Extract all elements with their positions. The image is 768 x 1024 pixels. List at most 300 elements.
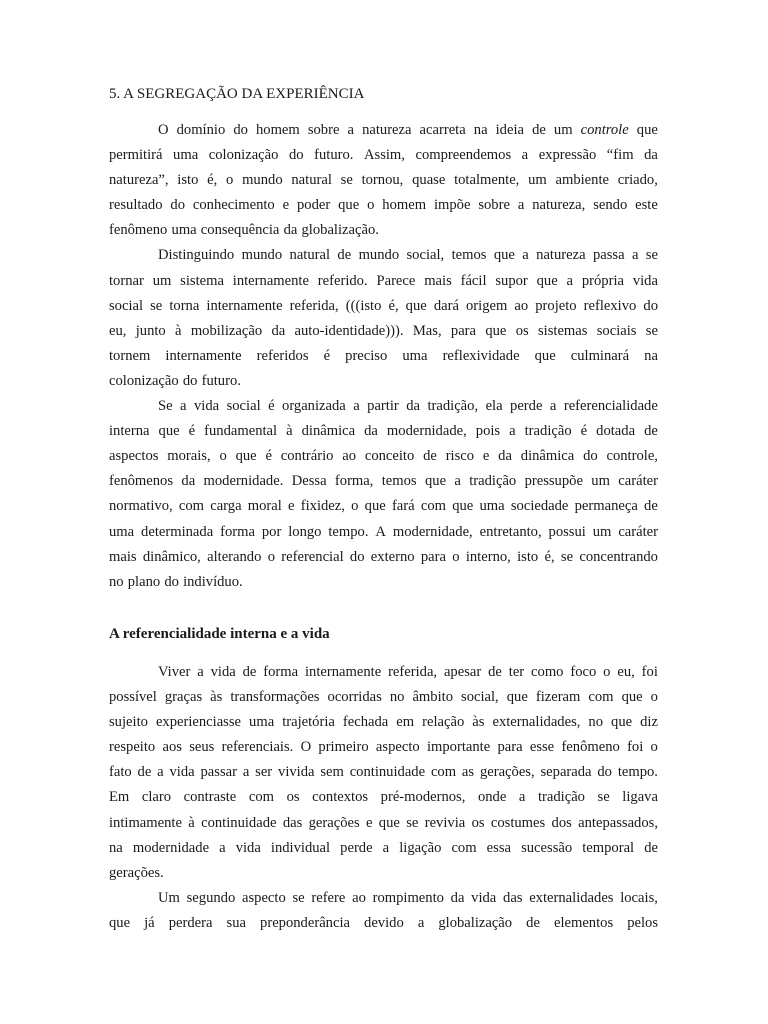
word: mobilização (190, 322, 263, 339)
word: torna (169, 297, 200, 314)
word: modernidade, (386, 423, 467, 440)
word: à (188, 814, 195, 831)
word: social, (406, 247, 445, 264)
word: que (364, 498, 386, 515)
word: com (588, 689, 614, 706)
word: forma, (334, 473, 374, 490)
word: (((isto (345, 297, 382, 314)
word: seus (189, 739, 215, 756)
word: poder (297, 197, 331, 214)
word: conhecimento (192, 197, 275, 214)
word: organizada (282, 398, 346, 415)
word: para (450, 322, 477, 339)
word: que (338, 197, 360, 214)
word: internamente (206, 297, 283, 314)
word: uma (173, 147, 199, 164)
word: externo (370, 548, 415, 565)
word: natureza (536, 247, 586, 264)
word: tradição, (427, 398, 479, 415)
word: que (636, 122, 658, 138)
word: que (534, 347, 556, 364)
word: ambiente (555, 172, 609, 189)
word: que (452, 498, 474, 515)
word: gerações (308, 814, 360, 831)
word: de (532, 122, 546, 138)
word: que (424, 473, 447, 490)
word: em (396, 714, 415, 731)
word: internamente (165, 347, 242, 364)
word: as (461, 764, 475, 781)
word: modernidade, (392, 523, 473, 540)
word: Em (109, 789, 130, 806)
word: Mas, (412, 322, 442, 339)
word: do (597, 764, 612, 781)
word: pré-modernos, (380, 789, 466, 806)
word: vida (193, 398, 220, 415)
word: um (528, 172, 547, 189)
word: dinâmica (301, 423, 356, 440)
word: é (323, 347, 331, 364)
word: os (515, 322, 529, 339)
word: homem (382, 197, 427, 214)
word: internamente (305, 664, 382, 680)
word: de (137, 764, 152, 781)
word: resultado (109, 197, 163, 214)
word: na (109, 839, 123, 856)
word: temos (451, 247, 487, 264)
word: vida (210, 664, 236, 680)
word: contextos (312, 789, 369, 806)
word: externalidades, (492, 714, 581, 731)
word: ao (352, 889, 366, 906)
word: Um (158, 889, 180, 906)
word: individual (270, 839, 331, 856)
word: origem (466, 297, 508, 314)
word: vivida (278, 764, 315, 781)
word: intimamente (109, 814, 182, 831)
word: à (286, 423, 293, 440)
word: sucessão (521, 839, 573, 856)
word: é, (388, 297, 399, 314)
word: da (271, 322, 286, 339)
text-line (109, 710, 658, 735)
word: da (644, 147, 658, 164)
word: com (420, 498, 446, 515)
word: ideia (495, 122, 524, 138)
word: uma (402, 347, 428, 364)
word: carga (210, 498, 242, 515)
text-line (109, 760, 658, 785)
word: à (175, 322, 182, 339)
word: referidos (256, 347, 309, 364)
word: ao (514, 297, 529, 314)
word: claro (141, 789, 172, 806)
text-line (109, 319, 658, 344)
word: o (219, 448, 227, 465)
text-line (109, 911, 658, 936)
word: apesar (443, 664, 482, 680)
word: Assim, (363, 147, 405, 164)
word: às (472, 714, 485, 731)
word: social (109, 297, 144, 314)
word: onde (477, 789, 507, 806)
word: mais (424, 272, 452, 289)
word: impõe (433, 197, 471, 214)
word: colonização (208, 147, 279, 164)
word: sistema (180, 272, 224, 289)
word: fato (109, 764, 132, 781)
word: que (378, 814, 400, 831)
word: por (261, 523, 282, 540)
word: que (506, 689, 528, 706)
word: auto-identidade))). (294, 322, 404, 339)
word: acarreta (419, 122, 466, 138)
word: mundo (358, 247, 400, 264)
word: os (286, 789, 300, 806)
word: consequência (200, 222, 284, 239)
word: que (109, 914, 131, 931)
text-line (109, 344, 658, 369)
word: temos (381, 473, 417, 490)
word: da (498, 448, 512, 465)
word: interna (109, 423, 150, 440)
word: a (518, 789, 526, 806)
word: do (288, 147, 304, 164)
word: risco (445, 448, 475, 465)
word: é (268, 398, 275, 415)
word: fenômenos (109, 473, 174, 490)
word: esse (529, 739, 555, 756)
word: fará (391, 498, 415, 515)
word: fechada (342, 714, 389, 731)
word: o (650, 739, 658, 756)
word: a (521, 147, 529, 164)
word: se (597, 789, 610, 806)
word: uma (479, 498, 505, 515)
word: continuidade (349, 764, 426, 781)
word: globalização. (301, 222, 379, 239)
word: Viver (158, 664, 191, 680)
word: a (180, 398, 187, 415)
word: perdera (168, 914, 213, 931)
word: costumes (490, 814, 546, 831)
word: que (235, 448, 257, 465)
word: de (337, 247, 352, 264)
word: a (417, 914, 425, 931)
word: dos (551, 814, 572, 831)
word: refere (311, 889, 346, 906)
word: revivia (424, 814, 466, 831)
word: separada (540, 764, 592, 781)
word: Parece (376, 272, 416, 289)
word: primeiro (318, 739, 369, 756)
word: um (553, 122, 573, 138)
word: é, (544, 548, 555, 565)
text-line (109, 735, 658, 760)
text-line (109, 469, 658, 494)
word: tornou, (361, 172, 404, 189)
text-line (109, 660, 658, 685)
word: um (591, 473, 610, 490)
section-heading: 5. A SEGREGAÇÃO DA EXPERIÊNCIA (109, 86, 365, 102)
word: dinâmica (520, 448, 575, 465)
word: modernidade (132, 839, 210, 856)
word: fizeram (535, 689, 581, 706)
word: dinâmico, (142, 548, 201, 565)
word: aspectos (109, 448, 159, 465)
word: domínio (176, 122, 226, 138)
word: e (482, 448, 490, 465)
word: respeito (109, 739, 156, 756)
text-line (109, 269, 658, 294)
text-line (109, 419, 658, 444)
word: a (509, 423, 516, 440)
word: entretanto, (479, 523, 542, 540)
word: a (197, 664, 204, 680)
word: é, (207, 172, 218, 189)
word: com (430, 764, 457, 781)
word: se (406, 814, 419, 831)
word: partir (367, 398, 399, 415)
word: experienciasse (155, 714, 242, 731)
word: “fim (606, 147, 634, 164)
word: tradição (524, 423, 572, 440)
word: própria (581, 272, 624, 289)
word: isto (517, 548, 539, 565)
word: aspecto (241, 889, 286, 906)
word: sociedade (510, 498, 569, 515)
word: foi (627, 739, 644, 756)
word: Distinguindo (158, 247, 235, 264)
word: sociais (596, 322, 637, 339)
word: caráter (618, 473, 658, 490)
word: o (267, 548, 275, 565)
word: que (485, 322, 507, 339)
word: o (452, 548, 460, 565)
word: da (283, 222, 302, 239)
word: vida (471, 889, 497, 906)
word: fenômeno (109, 222, 172, 239)
word: temporal (582, 839, 635, 856)
word: ser (255, 764, 273, 781)
word: continuidade (201, 814, 277, 831)
text-line (109, 861, 658, 886)
word: é (188, 423, 196, 440)
word: expressão (538, 147, 597, 164)
word: vida (235, 839, 261, 856)
word: sujeito (109, 714, 148, 731)
body-text-section-2 (109, 660, 658, 936)
word: do (583, 448, 598, 465)
word: do (164, 573, 184, 590)
word: a (517, 197, 525, 214)
word: contraste (183, 789, 237, 806)
text-line (109, 545, 658, 570)
word: globalização (438, 914, 513, 931)
word: tradição (537, 789, 585, 806)
word: Dessa (291, 473, 327, 490)
word: para (420, 548, 446, 565)
word: supor (495, 272, 528, 289)
word: a (549, 398, 557, 415)
word: locais, (620, 889, 658, 906)
word: modernidade. (203, 473, 284, 490)
word: totalmente, (454, 172, 520, 189)
word: importante (426, 739, 491, 756)
word: homem (255, 122, 300, 138)
word: forma (263, 664, 299, 680)
word: fenômeno (561, 739, 620, 756)
word: eu, (617, 664, 635, 680)
word: de (242, 664, 257, 680)
word: de (644, 839, 658, 856)
word: reflexivo (583, 297, 637, 314)
word: tradição (469, 473, 517, 490)
body-text-section-1 (109, 118, 658, 595)
word: graças (164, 689, 203, 706)
word: preciso (345, 347, 388, 364)
word: alterando (207, 548, 262, 565)
word: projeto (535, 297, 577, 314)
text-line (109, 520, 658, 545)
text-line (109, 243, 658, 268)
word: conceito (364, 448, 415, 465)
word: reflexividade (442, 347, 520, 364)
word: externalidades (529, 889, 614, 906)
word: se (150, 297, 163, 314)
word: na (644, 347, 658, 364)
word: vida (632, 272, 658, 289)
word: da (364, 423, 378, 440)
word: ter (508, 664, 525, 680)
word: âmbito (412, 689, 453, 706)
word: uma (109, 523, 135, 540)
word: passa (592, 247, 625, 264)
word: que (536, 272, 558, 289)
word: concentrando (579, 548, 658, 565)
word: fácil (460, 272, 487, 289)
word: devido (364, 914, 404, 931)
word: uma (171, 222, 201, 239)
text-line (109, 886, 658, 911)
word: o (650, 689, 658, 706)
word: do (349, 548, 365, 565)
word: isto (177, 172, 199, 189)
word: do (233, 122, 248, 138)
word: caráter (618, 523, 658, 540)
text-line (109, 369, 658, 394)
word: é (265, 448, 272, 465)
word: permitirá (109, 147, 163, 164)
text-line (109, 570, 658, 595)
word: e (282, 197, 290, 214)
word: que (158, 423, 180, 440)
word: eu, (109, 322, 127, 339)
word: uma (249, 714, 275, 731)
word: um (152, 272, 172, 289)
word: os (471, 814, 485, 831)
word: diz (640, 714, 658, 731)
word: de (644, 423, 658, 440)
word: o (351, 498, 359, 515)
word: se (645, 322, 658, 339)
word: moral (247, 498, 282, 515)
word: fixidez, (300, 498, 345, 515)
word: que (405, 297, 427, 314)
word: perde (340, 839, 373, 856)
word: futuro. (314, 147, 354, 164)
word: compreendemos (415, 147, 512, 164)
word: tempo. (617, 764, 658, 781)
word: tornar (109, 272, 144, 289)
word: às (210, 689, 223, 706)
word: natural (289, 247, 331, 264)
word: referenciais. (221, 739, 294, 756)
word: tempo. (328, 523, 369, 540)
word: a (382, 839, 390, 856)
word: que (611, 714, 633, 731)
word: permaneça (574, 498, 638, 515)
word: sua (226, 914, 246, 931)
word: a (566, 272, 574, 289)
word: mundo (242, 172, 283, 189)
word: natural (291, 172, 332, 189)
word: de (526, 914, 540, 931)
word: pelos (627, 914, 658, 931)
word: natureza, (532, 197, 586, 214)
word: a (242, 764, 250, 781)
word: segundo (186, 889, 236, 906)
word: tornem (109, 347, 151, 364)
text-line (109, 785, 658, 810)
word: sistemas (537, 322, 588, 339)
word: controle (580, 122, 629, 138)
word: relação (422, 714, 465, 731)
word: da (450, 889, 465, 906)
word: com (451, 839, 477, 856)
text-line (109, 444, 658, 469)
word: forma (220, 523, 255, 540)
word: O (300, 739, 312, 756)
word: o (226, 172, 234, 189)
word: de (644, 498, 658, 515)
word: na (473, 122, 488, 138)
word: junto (135, 322, 166, 339)
word: dotada (596, 423, 636, 440)
text-line (109, 193, 658, 218)
word: a (522, 247, 529, 264)
word: referencial (281, 548, 344, 565)
word: interno, (465, 548, 511, 565)
word: normativo, (109, 498, 173, 515)
word: é (580, 423, 588, 440)
word: para (497, 739, 523, 756)
word: se (560, 548, 574, 565)
word: dará (433, 297, 459, 314)
word: possível (109, 689, 157, 706)
word: este (635, 197, 658, 214)
word: aspecto (375, 739, 420, 756)
text-line (109, 294, 658, 319)
word: e (365, 814, 373, 831)
word: sobre (478, 197, 510, 214)
word: natureza (362, 122, 412, 138)
word: se (292, 889, 305, 906)
word: sendo (593, 197, 628, 214)
word: O (158, 122, 169, 138)
word: morais, (167, 448, 211, 465)
word: controle, (606, 448, 658, 465)
